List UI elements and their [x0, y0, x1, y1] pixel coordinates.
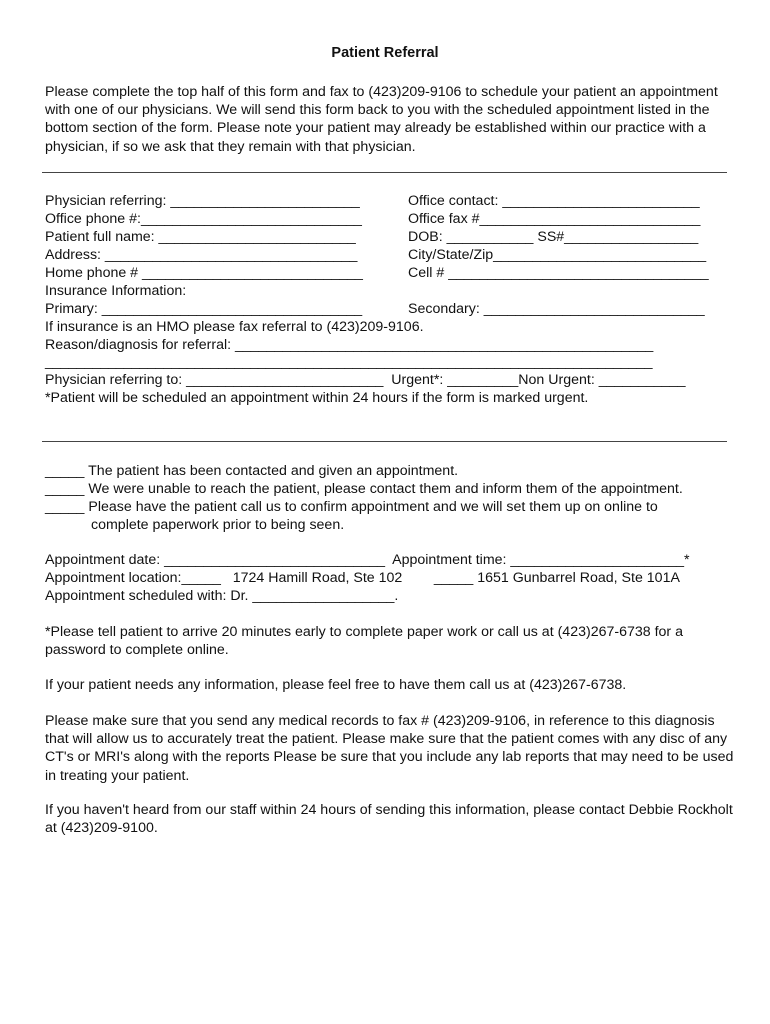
physician-referring-to-field[interactable]: Physician referring to: _________________________ Urgent*: _________Non Urgent: ___________: [45, 372, 686, 388]
arrive-early-note: *Please tell patient to arrive 20 minutes early to complete paper work or call us at (423)267-6738 for a password to complete online.: [45, 624, 683, 659]
page-title: Patient Referral: [331, 45, 439, 61]
status-call-us-continued: complete paperwork prior to being seen.: [91, 517, 345, 533]
physician-referring-field[interactable]: Physician referring: ________________________: [45, 193, 360, 209]
secondary-insurance-field[interactable]: Secondary: ____________________________: [408, 301, 705, 317]
reason-field[interactable]: Reason/diagnosis for referral: _____________________________________________________: [45, 337, 654, 353]
primary-insurance-field[interactable]: Primary: _________________________________: [45, 301, 363, 317]
status-call-us-option[interactable]: _____ Please have the patient call us to confirm appointment and we will set them up on online to: [45, 499, 658, 515]
middle-divider: [42, 441, 727, 442]
hmo-note: If insurance is an HMO please fax referral to (423)209-9106.: [45, 319, 424, 335]
appointment-scheduled-with-field[interactable]: Appointment scheduled with: Dr. __________________.: [45, 588, 399, 604]
insurance-info-label: Insurance Information:: [45, 283, 187, 299]
reason-field-line-2[interactable]: _____________________________________________________________________________: [45, 354, 653, 370]
top-divider: [42, 172, 727, 173]
contact-note: If you haven't heard from our staff within 24 hours of sending this information, please contact Debbie Rockholt at (423)209-9100.: [45, 802, 733, 837]
office-fax-field[interactable]: Office fax #____________________________: [408, 211, 701, 227]
office-phone-field[interactable]: Office phone #:____________________________: [45, 211, 362, 227]
urgent-note: *Patient will be scheduled an appointment within 24 hours if the form is marked urgent.: [45, 390, 589, 406]
office-contact-field[interactable]: Office contact: _________________________: [408, 193, 700, 209]
city-state-zip-field[interactable]: City/State/Zip___________________________: [408, 247, 707, 263]
info-note: If your patient needs any information, please feel free to have them call us at (423)267-6738.: [45, 677, 627, 693]
appointment-date-time-field[interactable]: Appointment date: ____________________________ Appointment time: ______________________*: [45, 552, 690, 568]
intro-paragraph: Please complete the top half of this form and fax to (423)209-9106 to schedule your patient an appointment with one of our physicians. We will send this form back to you with the scheduled appointment listed in the bottom section of the form. Please note your patient may already be established within our practice with a physician, if so we ask that they remain with that physician.: [45, 84, 718, 155]
records-note: Please make sure that you send any medical records to fax # (423)209-9106, in reference to this diagnosis that will allow us to accurately treat the patient. Please make sure that the patient comes with any disc of any CT's or MRI's along with the reports Please be sure that you include any lab reports that may need to be used in treating your patient.: [45, 713, 734, 784]
patient-name-field[interactable]: Patient full name: _________________________: [45, 229, 356, 245]
cell-phone-field[interactable]: Cell # _________________________________: [408, 265, 709, 281]
home-phone-field[interactable]: Home phone # ____________________________: [45, 265, 363, 281]
status-contacted-option[interactable]: _____ The patient has been contacted and given an appointment.: [45, 463, 459, 479]
status-unable-option[interactable]: _____ We were unable to reach the patient, please contact them and inform them of the appointment.: [45, 481, 683, 497]
dob-ss-field[interactable]: DOB: ___________ SS#_________________: [408, 229, 699, 245]
address-field[interactable]: Address: ________________________________: [45, 247, 358, 263]
appointment-location-field[interactable]: Appointment location:_____ 1724 Hamill Road, Ste 102 _____ 1651 Gunbarrel Road, Ste 101A: [45, 570, 680, 586]
